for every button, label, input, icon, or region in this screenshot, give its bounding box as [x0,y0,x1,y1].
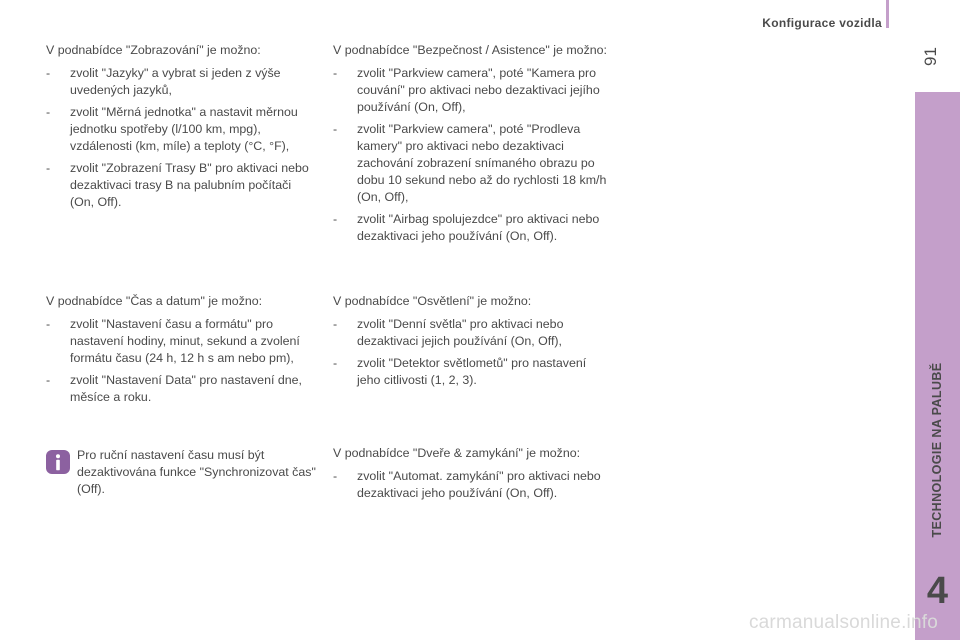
list-item: - zvolit "Parkview camera", poté "Prodleva kamery" pro aktivaci nebo dezaktivaci zachování zobrazení snímaného obrazu po dobu 10 sekund nebo až do rychlosti 18 km/h (On, Off), [333,122,607,204]
header-title: Konfigurace vozidla [762,16,882,30]
section-intro: V podnabídce "Bezpečnost / Asistence" je možno: [333,43,607,57]
side-tab-label: TECHNOLOGIE NA PALUBĚ [930,362,944,538]
list-item: - zvolit "Detektor světlometů" pro nastavení jeho citlivosti (1, 2, 3). [333,356,587,387]
list-item: - zvolit "Denní světla" pro aktivaci nebo dezaktivaci jejich používání (On, Off), [333,317,564,348]
section-intro: V podnabídce "Čas a datum" je možno: [46,294,263,308]
section-time [46,293,311,411]
section-lighting [333,293,608,394]
info-note-text: Pro ruční nastavení času musí být dezaktivována funkce "Synchronizovat čas" (Off). [77,448,316,496]
section-intro: V podnabídce "Dveře & zamykání" je možno: [333,446,581,460]
list-item: - zvolit "Parkview camera", poté "Kamera pro couvání" pro aktivaci nebo dezaktivaci jejího používání (On, Off), [333,66,600,114]
chapter-number: 4 [926,570,949,612]
section-safety [333,42,608,250]
section-intro: V podnabídce "Osvětlení" je možno: [333,294,532,308]
section-doors [333,445,608,507]
list-item: - zvolit "Měrná jednotka" a nastavit měrnou jednotku spotřeby (l/100 km, mpg), vzdálenosti (km, míle) a teploty (°C, °F), [46,105,298,153]
section-display [46,42,316,216]
section-intro: V podnabídce "Zobrazování" je možno: [46,43,261,57]
side-tab [915,92,960,640]
watermark: carmanualsonline.info [748,612,938,633]
list-item: - zvolit "Nastavení času a formátu" pro nastavení hodiny, minut, sekund a zvolení formátu času (24 h, 12 h s am nebo pm), [46,317,300,365]
info-note [77,447,317,498]
list-item: - zvolit "Jazyky" a vybrat si jeden z výše uvedených jazyků, [46,66,281,97]
header-rule [886,0,889,28]
list-item: - zvolit "Nastavení Data" pro nastavení dne, měsíce a roku. [46,373,302,404]
list-item: - zvolit "Zobrazení Trasy B" pro aktivaci nebo dezaktivaci trasy B na palubním počítači (On, Off). [46,161,309,209]
list-item: - zvolit "Automat. zamykání" pro aktivaci nebo dezaktivaci jeho používání (On, Off). [333,469,601,500]
info-icon [46,450,70,474]
page-number: 91 [921,47,940,66]
list-item: - zvolit "Airbag spolujezdce" pro aktivaci nebo dezaktivaci jeho používání (On, Off). [333,212,600,243]
